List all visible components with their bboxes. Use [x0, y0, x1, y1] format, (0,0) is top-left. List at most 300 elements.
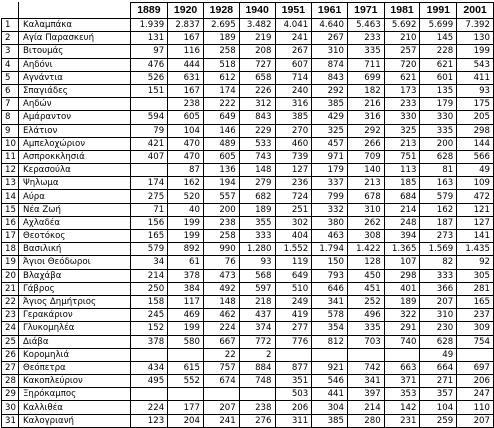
- population-value: 371: [384, 375, 420, 388]
- population-value: 697: [457, 361, 494, 374]
- population-value: 742: [347, 361, 384, 374]
- village-name: Άγιος Δημήτριος: [18, 295, 130, 308]
- population-value: 1.552: [275, 243, 312, 256]
- population-value: 177: [168, 401, 204, 414]
- table-row: [2, 164, 494, 177]
- row-number: 27: [2, 361, 19, 374]
- population-value: [130, 98, 168, 111]
- population-value: 450: [347, 269, 384, 282]
- population-value: 136: [203, 164, 239, 177]
- population-value: 248: [384, 216, 420, 229]
- population-value: 240: [275, 84, 312, 97]
- population-value: 304: [312, 401, 348, 414]
- population-value: 148: [203, 295, 239, 308]
- population-value: 649: [275, 269, 312, 282]
- population-value: 189: [384, 295, 420, 308]
- population-value: 646: [312, 282, 348, 295]
- row-number: 29: [2, 388, 19, 401]
- population-value: 720: [384, 58, 420, 71]
- population-value: [130, 388, 168, 401]
- population-table-container: [1, 2, 494, 428]
- population-value: 131: [130, 32, 168, 45]
- population-value: 214: [130, 269, 168, 282]
- population-value: 150: [312, 256, 348, 269]
- population-value: 266: [347, 137, 384, 150]
- population-value: 174: [130, 177, 168, 190]
- population-value: 49: [457, 164, 494, 177]
- population-value: 579: [420, 190, 457, 203]
- population-value: 175: [457, 98, 494, 111]
- row-number: 22: [2, 295, 19, 308]
- population-value: 228: [420, 45, 457, 58]
- population-value: 378: [168, 269, 204, 282]
- population-value: 310: [420, 309, 457, 322]
- population-value: 351: [275, 375, 312, 388]
- population-value: 233: [347, 32, 384, 45]
- population-value: 258: [203, 230, 239, 243]
- row-number: 13: [2, 177, 19, 190]
- table-row: [2, 256, 494, 269]
- village-name: Νέα Ζωή: [18, 203, 130, 216]
- population-value: 199: [168, 322, 204, 335]
- header-year: 1889: [130, 3, 168, 19]
- population-value: 843: [239, 111, 275, 124]
- village-name: Ξηρόκαμπος: [18, 388, 130, 401]
- population-value: 214: [347, 401, 384, 414]
- population-value: [168, 348, 204, 361]
- population-value: [239, 388, 275, 401]
- population-value: 597: [239, 282, 275, 295]
- population-value: 457: [312, 137, 348, 150]
- population-value: 40: [168, 203, 204, 216]
- population-value: 238: [239, 401, 275, 414]
- population-value: 305: [457, 269, 494, 282]
- population-value: 141: [457, 230, 494, 243]
- population-value: 238: [168, 98, 204, 111]
- population-value: 199: [457, 45, 494, 58]
- village-name: Αγνάντια: [18, 71, 130, 84]
- population-value: 109: [457, 177, 494, 190]
- header-year: 1951: [275, 3, 312, 19]
- population-value: 333: [239, 230, 275, 243]
- population-value: 189: [203, 32, 239, 45]
- population-value: 87: [168, 164, 204, 177]
- population-value: 310: [347, 203, 384, 216]
- village-name: Κορομηλιά: [18, 348, 130, 361]
- population-value: 158: [130, 295, 168, 308]
- population-value: 218: [239, 295, 275, 308]
- table-body: [2, 19, 494, 428]
- population-value: 495: [130, 375, 168, 388]
- population-value: 628: [420, 335, 457, 348]
- table-row: [2, 295, 494, 308]
- population-value: 397: [347, 388, 384, 401]
- population-value: 200: [420, 137, 457, 150]
- population-value: 127: [275, 164, 312, 177]
- village-name: Καλογριανή: [18, 414, 130, 427]
- population-value: 107: [384, 256, 420, 269]
- row-number: 23: [2, 309, 19, 322]
- population-value: 874: [312, 58, 348, 71]
- population-value: 251: [275, 203, 312, 216]
- population-value: 116: [168, 45, 204, 58]
- population-value: 258: [203, 45, 239, 58]
- population-value: 354: [312, 322, 348, 335]
- table-row: [2, 243, 494, 256]
- village-name: Καλλιθέα: [18, 401, 130, 414]
- population-value: 421: [130, 137, 168, 150]
- population-value: 335: [347, 322, 384, 335]
- population-value: 76: [203, 256, 239, 269]
- population-value: 146: [203, 124, 239, 137]
- village-name: Βιτουμάς: [18, 45, 130, 58]
- population-value: 82: [420, 256, 457, 269]
- population-value: 267: [275, 45, 312, 58]
- population-value: 167: [168, 32, 204, 45]
- population-value: 311: [275, 414, 312, 427]
- population-value: 5.463: [347, 19, 384, 32]
- population-value: 476: [130, 58, 168, 71]
- table-row: [2, 32, 494, 45]
- population-value: 649: [203, 111, 239, 124]
- population-value: 144: [457, 137, 494, 150]
- population-value: 162: [420, 203, 457, 216]
- row-number: 2: [2, 32, 19, 45]
- population-value: 341: [347, 375, 384, 388]
- population-value: 743: [239, 150, 275, 163]
- population-table: [1, 2, 494, 428]
- population-value: 4.640: [312, 19, 348, 32]
- row-number: 3: [2, 45, 19, 58]
- village-name: Ασπροκκλησιά: [18, 150, 130, 163]
- population-value: 971: [312, 150, 348, 163]
- header-year: 2001: [457, 3, 494, 19]
- population-value: 355: [239, 216, 275, 229]
- population-value: 277: [275, 322, 312, 335]
- population-value: 533: [239, 137, 275, 150]
- population-value: 302: [275, 216, 312, 229]
- row-number: 19: [2, 256, 19, 269]
- population-value: 470: [168, 150, 204, 163]
- population-value: 594: [130, 111, 168, 124]
- population-value: 566: [457, 150, 494, 163]
- table-row: [2, 361, 494, 374]
- population-value: 843: [312, 71, 348, 84]
- population-value: 385: [275, 111, 312, 124]
- population-value: 119: [275, 256, 312, 269]
- population-value: 341: [312, 295, 348, 308]
- village-name: Άγιοι Θεόδωροι: [18, 256, 130, 269]
- population-value: 990: [203, 243, 239, 256]
- population-value: 772: [239, 335, 275, 348]
- village-name: Θεοτόκος: [18, 230, 130, 243]
- village-name: Αηδόνι: [18, 58, 130, 71]
- population-value: 7.392: [457, 19, 494, 32]
- population-value: 434: [130, 361, 168, 374]
- population-value: 703: [347, 335, 384, 348]
- village-name: Γλυκομηλέα: [18, 322, 130, 335]
- population-value: 664: [420, 361, 457, 374]
- population-value: [203, 388, 239, 401]
- population-value: 104: [168, 124, 204, 137]
- village-name: Καλαμπάκα: [18, 19, 130, 32]
- population-value: 757: [203, 361, 239, 374]
- population-value: 444: [168, 58, 204, 71]
- population-value: 117: [168, 295, 204, 308]
- table-row: [2, 124, 494, 137]
- population-value: 219: [239, 32, 275, 45]
- population-value: 711: [347, 58, 384, 71]
- population-value: [312, 348, 348, 361]
- population-value: 81: [420, 164, 457, 177]
- population-value: 631: [168, 71, 204, 84]
- population-value: 1.939: [130, 19, 168, 32]
- population-value: 179: [420, 98, 457, 111]
- population-value: 407: [130, 150, 168, 163]
- population-value: 607: [275, 58, 312, 71]
- population-value: 199: [168, 216, 204, 229]
- table-row: [2, 45, 494, 58]
- population-value: 401: [384, 282, 420, 295]
- population-value: 714: [275, 71, 312, 84]
- population-value: 335: [347, 45, 384, 58]
- population-value: 257: [384, 45, 420, 58]
- table-row: [2, 269, 494, 282]
- population-value: 612: [203, 71, 239, 84]
- population-value: [130, 164, 168, 177]
- population-value: 5.692: [384, 19, 420, 32]
- header-year: 1971: [347, 3, 384, 19]
- population-value: 740: [384, 335, 420, 348]
- population-value: 658: [239, 71, 275, 84]
- population-value: 279: [239, 177, 275, 190]
- population-value: 207: [203, 401, 239, 414]
- row-number: 30: [2, 401, 19, 414]
- row-number: 21: [2, 282, 19, 295]
- population-value: 316: [347, 111, 384, 124]
- population-value: 374: [239, 322, 275, 335]
- population-value: 276: [239, 414, 275, 427]
- row-number: 8: [2, 111, 19, 124]
- population-value: 330: [384, 111, 420, 124]
- table-row: [2, 177, 494, 190]
- population-value: 469: [168, 309, 204, 322]
- row-number: 25: [2, 335, 19, 348]
- population-value: 280: [347, 414, 384, 427]
- table-row: [2, 84, 494, 97]
- population-value: 200: [203, 203, 239, 216]
- population-value: 205: [457, 111, 494, 124]
- population-value: 492: [203, 282, 239, 295]
- table-row: [2, 111, 494, 124]
- population-value: 281: [457, 282, 494, 295]
- population-value: 210: [384, 32, 420, 45]
- population-value: 682: [239, 190, 275, 203]
- population-value: 674: [203, 375, 239, 388]
- population-value: 79: [130, 124, 168, 137]
- table-row: [2, 190, 494, 203]
- population-value: 2.837: [168, 19, 204, 32]
- header-year: 1940: [239, 3, 275, 19]
- population-value: 472: [457, 190, 494, 203]
- population-value: 222: [203, 98, 239, 111]
- village-name: Αμάραντον: [18, 111, 130, 124]
- population-value: 262: [347, 216, 384, 229]
- population-value: 552: [168, 375, 204, 388]
- population-value: 621: [420, 58, 457, 71]
- village-name: Αύρα: [18, 190, 130, 203]
- population-value: 204: [168, 414, 204, 427]
- population-value: 751: [384, 150, 420, 163]
- population-value: 213: [384, 137, 420, 150]
- population-value: 173: [384, 84, 420, 97]
- row-number: 20: [2, 269, 19, 282]
- population-value: 121: [457, 203, 494, 216]
- population-value: 1.794: [312, 243, 348, 256]
- population-value: 684: [384, 190, 420, 203]
- population-value: [275, 348, 312, 361]
- population-value: 233: [384, 98, 420, 111]
- row-number: 7: [2, 98, 19, 111]
- population-value: 2: [239, 348, 275, 361]
- population-value: 580: [168, 335, 204, 348]
- population-value: 309: [457, 322, 494, 335]
- population-value: 404: [275, 230, 312, 243]
- village-name: Θεόπετρα: [18, 361, 130, 374]
- table-row: [2, 414, 494, 427]
- population-value: 489: [203, 137, 239, 150]
- population-value: 601: [420, 71, 457, 84]
- population-value: 799: [312, 190, 348, 203]
- population-value: 34: [130, 256, 168, 269]
- population-value: 316: [275, 98, 312, 111]
- village-name: Αμπελοχώριον: [18, 137, 130, 150]
- table-row: [2, 19, 494, 32]
- population-value: 92: [457, 256, 494, 269]
- row-number: 12: [2, 164, 19, 177]
- population-value: 385: [312, 98, 348, 111]
- header-blank: [18, 3, 130, 19]
- table-row: [2, 282, 494, 295]
- population-value: 357: [420, 388, 457, 401]
- population-value: 429: [312, 111, 348, 124]
- village-name: Αγία Παρασκευή: [18, 32, 130, 45]
- population-value: 249: [275, 295, 312, 308]
- population-value: 156: [130, 216, 168, 229]
- population-value: 267: [312, 32, 348, 45]
- population-value: 330: [420, 111, 457, 124]
- table-row: [2, 322, 494, 335]
- table-row: [2, 335, 494, 348]
- row-number: 14: [2, 190, 19, 203]
- population-value: 337: [312, 177, 348, 190]
- population-value: 884: [239, 361, 275, 374]
- population-value: 214: [384, 203, 420, 216]
- population-value: 165: [130, 230, 168, 243]
- population-value: 578: [312, 309, 348, 322]
- population-value: 621: [384, 71, 420, 84]
- header-year: 1961: [312, 3, 348, 19]
- row-number: 6: [2, 84, 19, 97]
- population-value: 748: [239, 375, 275, 388]
- population-value: 123: [130, 414, 168, 427]
- table-row: [2, 98, 494, 111]
- table-row: [2, 375, 494, 388]
- population-value: 628: [420, 150, 457, 163]
- population-value: 298: [384, 269, 420, 282]
- population-value: 4.041: [275, 19, 312, 32]
- population-value: [457, 348, 494, 361]
- population-value: 194: [203, 177, 239, 190]
- village-name: Αηδών: [18, 98, 130, 111]
- header-year: 1991: [420, 3, 457, 19]
- population-value: 667: [203, 335, 239, 348]
- population-value: 252: [347, 295, 384, 308]
- population-value: 179: [312, 164, 348, 177]
- population-value: 462: [203, 309, 239, 322]
- table-row: [2, 203, 494, 216]
- village-name: Ψηλωμα: [18, 177, 130, 190]
- population-value: 394: [384, 230, 420, 243]
- village-name: Βασιλική: [18, 243, 130, 256]
- population-value: 250: [130, 282, 168, 295]
- population-value: 546: [312, 375, 348, 388]
- header-year: 1981: [384, 3, 420, 19]
- population-value: 61: [168, 256, 204, 269]
- population-value: 1.280: [239, 243, 275, 256]
- population-value: 877: [275, 361, 312, 374]
- population-value: 366: [420, 282, 457, 295]
- table-row: [2, 348, 494, 361]
- population-value: 557: [203, 190, 239, 203]
- population-value: 699: [347, 71, 384, 84]
- table-row: [2, 401, 494, 414]
- population-value: 185: [384, 177, 420, 190]
- row-number: 18: [2, 243, 19, 256]
- header-blank: [2, 3, 19, 19]
- population-value: 663: [384, 361, 420, 374]
- population-value: 213: [347, 177, 384, 190]
- population-value: 174: [203, 84, 239, 97]
- population-value: 145: [420, 32, 457, 45]
- population-value: 310: [312, 45, 348, 58]
- population-value: 3.482: [239, 19, 275, 32]
- population-value: 187: [420, 216, 457, 229]
- population-value: 411: [457, 71, 494, 84]
- population-value: 130: [457, 32, 494, 45]
- population-value: 384: [168, 282, 204, 295]
- village-name: Βλαχάβα: [18, 269, 130, 282]
- population-value: 291: [384, 322, 420, 335]
- population-value: 568: [239, 269, 275, 282]
- population-value: 189: [239, 203, 275, 216]
- table-row: [2, 58, 494, 71]
- village-name: Γάβρος: [18, 282, 130, 295]
- population-value: 335: [420, 124, 457, 137]
- population-value: 241: [203, 414, 239, 427]
- population-value: 230: [420, 322, 457, 335]
- header-year: 1928: [203, 3, 239, 19]
- population-value: 1.435: [457, 243, 494, 256]
- population-value: 237: [457, 309, 494, 322]
- population-value: 208: [239, 45, 275, 58]
- population-value: 754: [457, 335, 494, 348]
- row-number: 31: [2, 414, 19, 427]
- population-value: 140: [347, 164, 384, 177]
- population-value: 441: [312, 388, 348, 401]
- population-value: 207: [420, 295, 457, 308]
- row-number: 10: [2, 137, 19, 150]
